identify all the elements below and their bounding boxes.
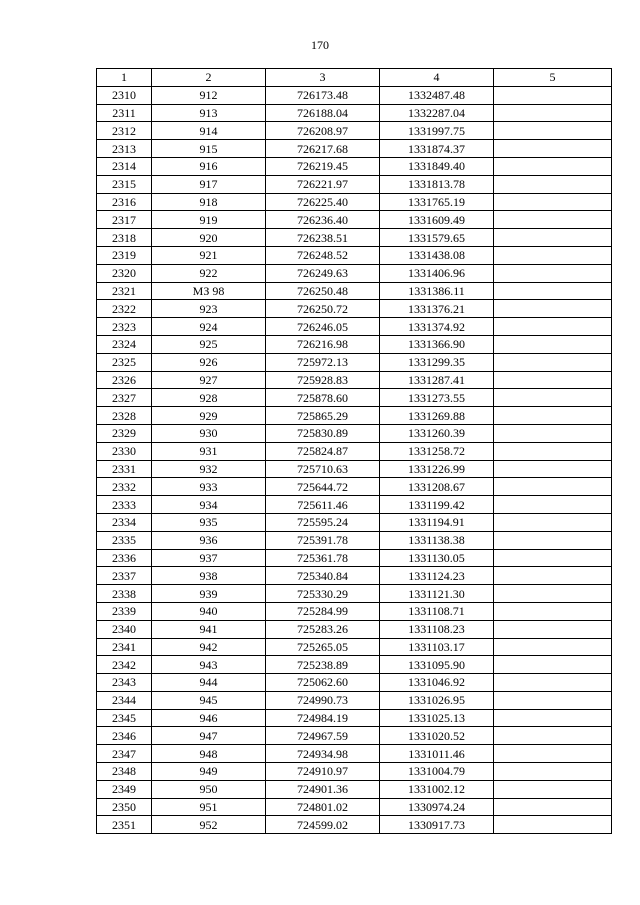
point-id-cell: 933 xyxy=(152,478,266,496)
notes-cell xyxy=(494,798,612,816)
notes-cell xyxy=(494,193,612,211)
y-coordinate-cell: 1331002.12 xyxy=(380,780,494,798)
table-row xyxy=(97,549,612,567)
point-id-cell: 926 xyxy=(152,353,266,371)
x-coordinate-cell: 726225.40 xyxy=(266,193,380,211)
point-id-cell: 912 xyxy=(152,86,266,104)
notes-cell xyxy=(494,122,612,140)
table-row xyxy=(97,745,612,763)
x-coordinate-cell: 725865.29 xyxy=(266,407,380,425)
x-coordinate-cell: 726250.72 xyxy=(266,300,380,318)
y-coordinate-cell: 1331046.92 xyxy=(380,674,494,692)
notes-cell xyxy=(494,318,612,336)
point-id-cell: 944 xyxy=(152,674,266,692)
row-number-cell: 2321 xyxy=(97,282,152,300)
table-row xyxy=(97,175,612,193)
row-number-cell: 2325 xyxy=(97,353,152,371)
y-coordinate-cell: 1331108.23 xyxy=(380,620,494,638)
point-id-cell: 918 xyxy=(152,193,266,211)
row-number-cell: 2329 xyxy=(97,424,152,442)
y-coordinate-cell: 1331997.75 xyxy=(380,122,494,140)
x-coordinate-cell: 726250.48 xyxy=(266,282,380,300)
point-id-cell: 914 xyxy=(152,122,266,140)
point-id-cell: 945 xyxy=(152,691,266,709)
x-coordinate-cell: 726236.40 xyxy=(266,211,380,229)
notes-cell xyxy=(494,407,612,425)
y-coordinate-cell: 1331386.11 xyxy=(380,282,494,300)
y-coordinate-cell: 1332287.04 xyxy=(380,104,494,122)
point-id-cell: 951 xyxy=(152,798,266,816)
y-coordinate-cell: 1331273.55 xyxy=(380,389,494,407)
point-id-cell: 937 xyxy=(152,549,266,567)
table-row xyxy=(97,567,612,585)
table-row xyxy=(97,496,612,514)
notes-cell xyxy=(494,229,612,247)
y-coordinate-cell: 1331406.96 xyxy=(380,264,494,282)
point-id-cell: 936 xyxy=(152,531,266,549)
y-coordinate-cell: 1331121.30 xyxy=(380,585,494,603)
column-header-5: 5 xyxy=(494,69,612,87)
row-number-cell: 2326 xyxy=(97,371,152,389)
table-row xyxy=(97,282,612,300)
notes-cell xyxy=(494,282,612,300)
point-id-cell: 917 xyxy=(152,175,266,193)
row-number-cell: 2316 xyxy=(97,193,152,211)
y-coordinate-cell: 1331226.99 xyxy=(380,460,494,478)
row-number-cell: 2347 xyxy=(97,745,152,763)
notes-cell xyxy=(494,86,612,104)
row-number-cell: 2332 xyxy=(97,478,152,496)
notes-cell xyxy=(494,567,612,585)
table-row xyxy=(97,86,612,104)
y-coordinate-cell: 1331194.91 xyxy=(380,513,494,531)
point-id-cell: 941 xyxy=(152,620,266,638)
x-coordinate-cell: 725972.13 xyxy=(266,353,380,371)
table-row xyxy=(97,478,612,496)
table-row xyxy=(97,585,612,603)
x-coordinate-cell: 725391.78 xyxy=(266,531,380,549)
notes-cell xyxy=(494,300,612,318)
y-coordinate-cell: 1331124.23 xyxy=(380,567,494,585)
row-number-cell: 2320 xyxy=(97,264,152,282)
row-number-cell: 2310 xyxy=(97,86,152,104)
row-number-cell: 2340 xyxy=(97,620,152,638)
table-row xyxy=(97,638,612,656)
notes-cell xyxy=(494,656,612,674)
column-header-3: 3 xyxy=(266,69,380,87)
y-coordinate-cell: 1331208.67 xyxy=(380,478,494,496)
row-number-cell: 2351 xyxy=(97,816,152,834)
point-id-cell: 947 xyxy=(152,727,266,745)
row-number-cell: 2324 xyxy=(97,335,152,353)
y-coordinate-cell: 1331260.39 xyxy=(380,424,494,442)
notes-cell xyxy=(494,353,612,371)
notes-cell xyxy=(494,371,612,389)
x-coordinate-cell: 725710.63 xyxy=(266,460,380,478)
row-number-cell: 2319 xyxy=(97,246,152,264)
notes-cell xyxy=(494,140,612,158)
table-row xyxy=(97,157,612,175)
x-coordinate-cell: 724910.97 xyxy=(266,763,380,781)
x-coordinate-cell: 726219.45 xyxy=(266,157,380,175)
notes-cell xyxy=(494,424,612,442)
point-id-cell: 935 xyxy=(152,513,266,531)
row-number-cell: 2338 xyxy=(97,585,152,603)
row-number-cell: 2322 xyxy=(97,300,152,318)
notes-cell xyxy=(494,745,612,763)
row-number-cell: 2336 xyxy=(97,549,152,567)
table-row xyxy=(97,193,612,211)
x-coordinate-cell: 725595.24 xyxy=(266,513,380,531)
x-coordinate-cell: 724990.73 xyxy=(266,691,380,709)
notes-cell xyxy=(494,638,612,656)
x-coordinate-cell: 726238.51 xyxy=(266,229,380,247)
table-row xyxy=(97,513,612,531)
row-number-cell: 2337 xyxy=(97,567,152,585)
y-coordinate-cell: 1331366.90 xyxy=(380,335,494,353)
y-coordinate-cell: 1332487.48 xyxy=(380,86,494,104)
table-row xyxy=(97,531,612,549)
notes-cell xyxy=(494,780,612,798)
x-coordinate-cell: 725878.60 xyxy=(266,389,380,407)
point-id-cell: 932 xyxy=(152,460,266,478)
y-coordinate-cell: 1331849.40 xyxy=(380,157,494,175)
notes-cell xyxy=(494,816,612,834)
x-coordinate-cell: 725330.29 xyxy=(266,585,380,603)
y-coordinate-cell: 1331025.13 xyxy=(380,709,494,727)
y-coordinate-cell: 1331813.78 xyxy=(380,175,494,193)
table-row xyxy=(97,122,612,140)
point-id-cell: 948 xyxy=(152,745,266,763)
row-number-cell: 2328 xyxy=(97,407,152,425)
row-number-cell: 2323 xyxy=(97,318,152,336)
point-id-cell: 952 xyxy=(152,816,266,834)
row-number-cell: 2317 xyxy=(97,211,152,229)
x-coordinate-cell: 725830.89 xyxy=(266,424,380,442)
table-row xyxy=(97,816,612,834)
notes-cell xyxy=(494,157,612,175)
row-number-cell: 2341 xyxy=(97,638,152,656)
row-number-cell: 2330 xyxy=(97,442,152,460)
y-coordinate-cell: 1331020.52 xyxy=(380,727,494,745)
y-coordinate-cell: 1331199.42 xyxy=(380,496,494,514)
table-row xyxy=(97,674,612,692)
row-number-cell: 2344 xyxy=(97,691,152,709)
y-coordinate-cell: 1331108.71 xyxy=(380,602,494,620)
table-header-row xyxy=(97,69,612,87)
notes-cell xyxy=(494,691,612,709)
row-number-cell: 2333 xyxy=(97,496,152,514)
y-coordinate-cell: 1331374.92 xyxy=(380,318,494,336)
y-coordinate-cell: 1331299.35 xyxy=(380,353,494,371)
y-coordinate-cell: 1330917.73 xyxy=(380,816,494,834)
table-row xyxy=(97,229,612,247)
table-row xyxy=(97,371,612,389)
table-row xyxy=(97,656,612,674)
y-coordinate-cell: 1331026.95 xyxy=(380,691,494,709)
table-row xyxy=(97,104,612,122)
notes-cell xyxy=(494,585,612,603)
notes-cell xyxy=(494,674,612,692)
row-number-cell: 2334 xyxy=(97,513,152,531)
y-coordinate-cell: 1331579.65 xyxy=(380,229,494,247)
x-coordinate-cell: 725361.78 xyxy=(266,549,380,567)
point-id-cell: 915 xyxy=(152,140,266,158)
point-id-cell: 930 xyxy=(152,424,266,442)
table-row xyxy=(97,246,612,264)
x-coordinate-cell: 725824.87 xyxy=(266,442,380,460)
notes-cell xyxy=(494,264,612,282)
notes-cell xyxy=(494,727,612,745)
row-number-cell: 2331 xyxy=(97,460,152,478)
point-id-cell: 934 xyxy=(152,496,266,514)
table-row xyxy=(97,264,612,282)
x-coordinate-cell: 726208.97 xyxy=(266,122,380,140)
notes-cell xyxy=(494,496,612,514)
x-coordinate-cell: 726188.04 xyxy=(266,104,380,122)
table-row xyxy=(97,300,612,318)
x-coordinate-cell: 725644.72 xyxy=(266,478,380,496)
point-id-cell: 921 xyxy=(152,246,266,264)
table-row xyxy=(97,140,612,158)
row-number-cell: 2311 xyxy=(97,104,152,122)
x-coordinate-cell: 724599.02 xyxy=(266,816,380,834)
y-coordinate-cell: 1331130.05 xyxy=(380,549,494,567)
notes-cell xyxy=(494,104,612,122)
row-number-cell: 2327 xyxy=(97,389,152,407)
x-coordinate-cell: 725340.84 xyxy=(266,567,380,585)
notes-cell xyxy=(494,549,612,567)
x-coordinate-cell: 726173.48 xyxy=(266,86,380,104)
point-id-cell: 938 xyxy=(152,567,266,585)
table-row xyxy=(97,620,612,638)
notes-cell xyxy=(494,246,612,264)
table-row xyxy=(97,424,612,442)
notes-cell xyxy=(494,531,612,549)
notes-cell xyxy=(494,602,612,620)
page-number: 170 xyxy=(311,38,329,52)
y-coordinate-cell: 1331438.08 xyxy=(380,246,494,264)
notes-cell xyxy=(494,478,612,496)
y-coordinate-cell: 1331095.90 xyxy=(380,656,494,674)
y-coordinate-cell: 1331376.21 xyxy=(380,300,494,318)
row-number-cell: 2343 xyxy=(97,674,152,692)
x-coordinate-cell: 725265.05 xyxy=(266,638,380,656)
notes-cell xyxy=(494,389,612,407)
column-header-2: 2 xyxy=(152,69,266,87)
x-coordinate-cell: 725062.60 xyxy=(266,674,380,692)
table-row xyxy=(97,318,612,336)
table-row xyxy=(97,763,612,781)
y-coordinate-cell: 1331874.37 xyxy=(380,140,494,158)
x-coordinate-cell: 724967.59 xyxy=(266,727,380,745)
notes-cell xyxy=(494,175,612,193)
x-coordinate-cell: 725238.89 xyxy=(266,656,380,674)
row-number-cell: 2312 xyxy=(97,122,152,140)
x-coordinate-cell: 725283.26 xyxy=(266,620,380,638)
row-number-cell: 2339 xyxy=(97,602,152,620)
notes-cell xyxy=(494,620,612,638)
notes-cell xyxy=(494,335,612,353)
x-coordinate-cell: 724984.19 xyxy=(266,709,380,727)
point-id-cell: 946 xyxy=(152,709,266,727)
x-coordinate-cell: 726216.98 xyxy=(266,335,380,353)
y-coordinate-cell: 1331011.46 xyxy=(380,745,494,763)
column-header-4: 4 xyxy=(380,69,494,87)
notes-cell xyxy=(494,513,612,531)
notes-cell xyxy=(494,211,612,229)
table-body xyxy=(97,86,612,833)
point-id-cell: МЗ 98 xyxy=(152,282,266,300)
notes-cell xyxy=(494,763,612,781)
y-coordinate-cell: 1331287.41 xyxy=(380,371,494,389)
x-coordinate-cell: 726217.68 xyxy=(266,140,380,158)
point-id-cell: 927 xyxy=(152,371,266,389)
point-id-cell: 920 xyxy=(152,229,266,247)
point-id-cell: 928 xyxy=(152,389,266,407)
x-coordinate-cell: 724801.02 xyxy=(266,798,380,816)
coordinates-table xyxy=(96,68,612,834)
y-coordinate-cell: 1331258.72 xyxy=(380,442,494,460)
x-coordinate-cell: 725611.46 xyxy=(266,496,380,514)
y-coordinate-cell: 1330974.24 xyxy=(380,798,494,816)
table-row xyxy=(97,709,612,727)
table-row xyxy=(97,691,612,709)
table-row xyxy=(97,602,612,620)
table-row xyxy=(97,798,612,816)
notes-cell xyxy=(494,442,612,460)
row-number-cell: 2318 xyxy=(97,229,152,247)
row-number-cell: 2313 xyxy=(97,140,152,158)
y-coordinate-cell: 1331765.19 xyxy=(380,193,494,211)
x-coordinate-cell: 726246.05 xyxy=(266,318,380,336)
table-row xyxy=(97,407,612,425)
row-number-cell: 2315 xyxy=(97,175,152,193)
y-coordinate-cell: 1331138.38 xyxy=(380,531,494,549)
point-id-cell: 942 xyxy=(152,638,266,656)
row-number-cell: 2335 xyxy=(97,531,152,549)
x-coordinate-cell: 724934.98 xyxy=(266,745,380,763)
row-number-cell: 2349 xyxy=(97,780,152,798)
x-coordinate-cell: 725284.99 xyxy=(266,602,380,620)
table-row xyxy=(97,442,612,460)
point-id-cell: 940 xyxy=(152,602,266,620)
table-row xyxy=(97,727,612,745)
x-coordinate-cell: 726249.63 xyxy=(266,264,380,282)
x-coordinate-cell: 725928.83 xyxy=(266,371,380,389)
y-coordinate-cell: 1331609.49 xyxy=(380,211,494,229)
row-number-cell: 2348 xyxy=(97,763,152,781)
row-number-cell: 2350 xyxy=(97,798,152,816)
notes-cell xyxy=(494,709,612,727)
table-row xyxy=(97,460,612,478)
point-id-cell: 922 xyxy=(152,264,266,282)
point-id-cell: 950 xyxy=(152,780,266,798)
notes-cell xyxy=(494,460,612,478)
table-row xyxy=(97,353,612,371)
point-id-cell: 923 xyxy=(152,300,266,318)
point-id-cell: 925 xyxy=(152,335,266,353)
point-id-cell: 924 xyxy=(152,318,266,336)
table-row xyxy=(97,211,612,229)
row-number-cell: 2346 xyxy=(97,727,152,745)
x-coordinate-cell: 724901.36 xyxy=(266,780,380,798)
point-id-cell: 916 xyxy=(152,157,266,175)
y-coordinate-cell: 1331103.17 xyxy=(380,638,494,656)
column-header-1: 1 xyxy=(97,69,152,87)
point-id-cell: 913 xyxy=(152,104,266,122)
row-number-cell: 2314 xyxy=(97,157,152,175)
y-coordinate-cell: 1331004.79 xyxy=(380,763,494,781)
x-coordinate-cell: 726248.52 xyxy=(266,246,380,264)
row-number-cell: 2342 xyxy=(97,656,152,674)
point-id-cell: 919 xyxy=(152,211,266,229)
row-number-cell: 2345 xyxy=(97,709,152,727)
point-id-cell: 929 xyxy=(152,407,266,425)
point-id-cell: 949 xyxy=(152,763,266,781)
point-id-cell: 939 xyxy=(152,585,266,603)
point-id-cell: 943 xyxy=(152,656,266,674)
y-coordinate-cell: 1331269.88 xyxy=(380,407,494,425)
x-coordinate-cell: 726221.97 xyxy=(266,175,380,193)
point-id-cell: 931 xyxy=(152,442,266,460)
table-row xyxy=(97,780,612,798)
table-row xyxy=(97,335,612,353)
table-row xyxy=(97,389,612,407)
